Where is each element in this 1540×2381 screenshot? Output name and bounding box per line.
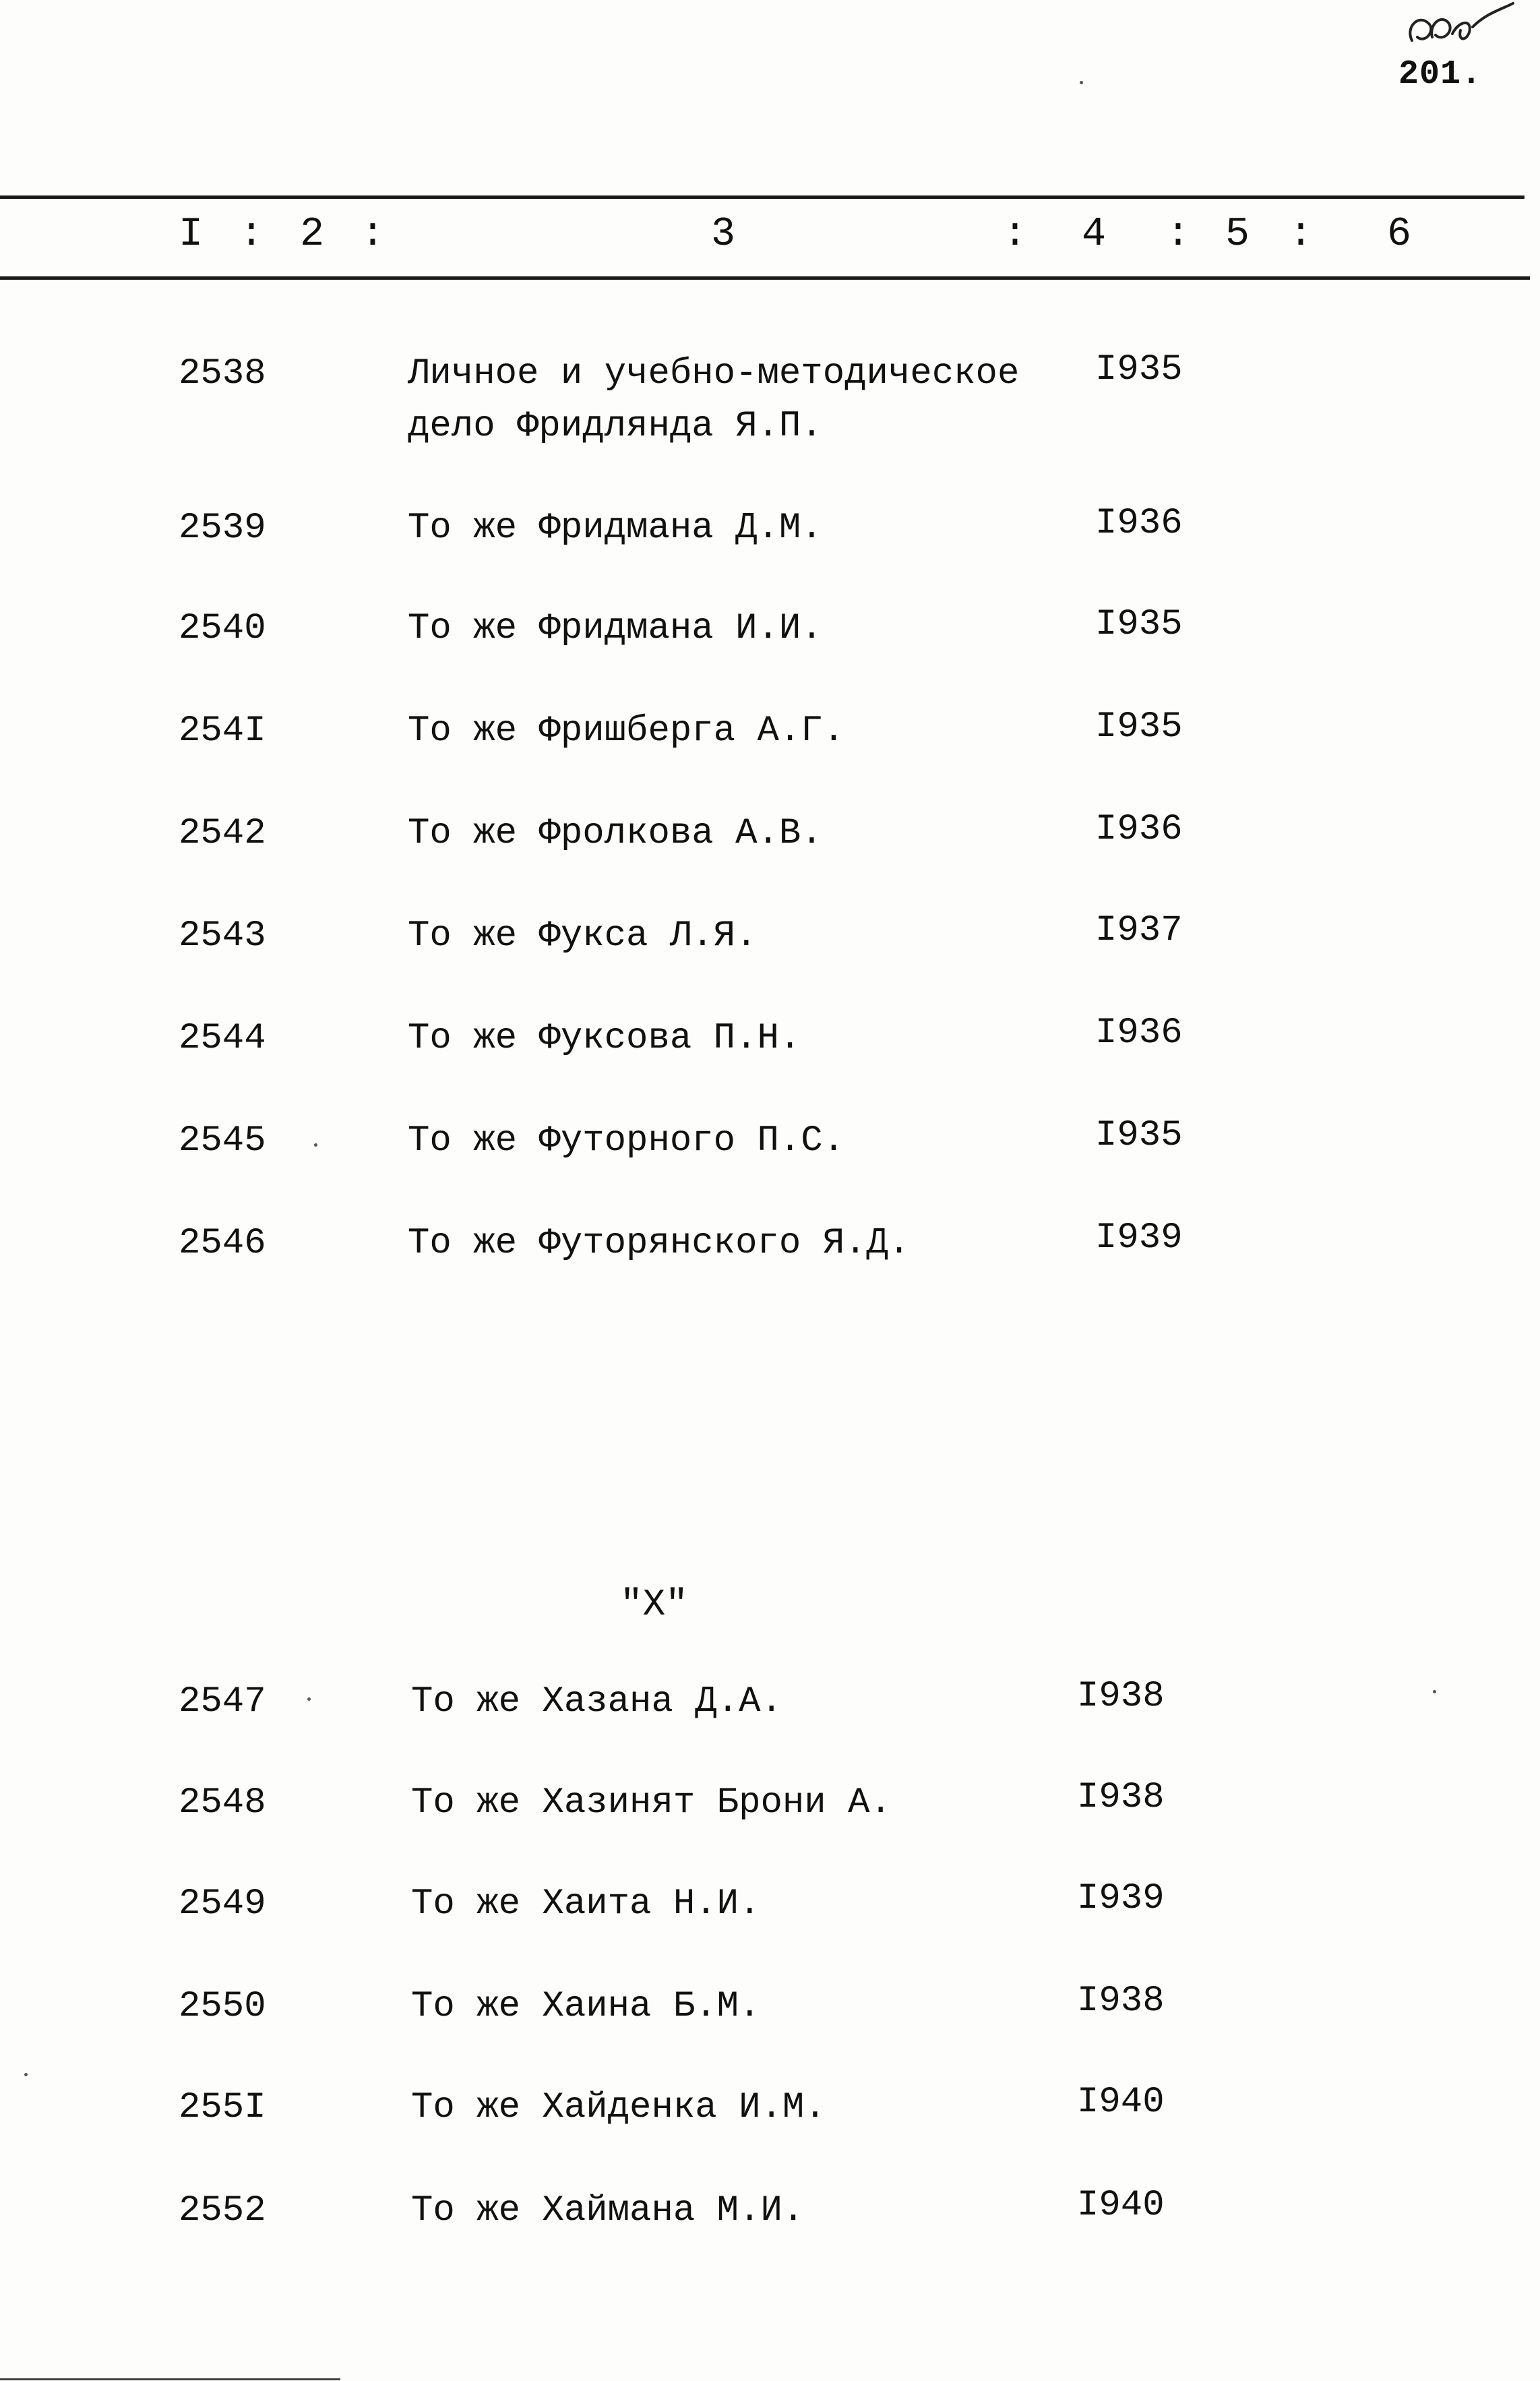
entry-description: То же Фуксова П.Н. <box>408 1018 801 1059</box>
entry-year: I936 <box>1095 809 1183 850</box>
scan-speck <box>1433 1690 1436 1693</box>
entry-year: I936 <box>1095 503 1183 544</box>
entry-year: I935 <box>1095 706 1183 748</box>
entry-number: 254I <box>179 711 266 752</box>
entry-number: 2542 <box>179 813 266 854</box>
scan-speck <box>1080 81 1083 84</box>
section-heading: "Х" <box>620 1583 688 1626</box>
entry-number: 2544 <box>179 1018 266 1059</box>
header-separator: : <box>239 212 264 258</box>
header-bottom-rule <box>0 276 1530 280</box>
header-col-4: 4 <box>1082 212 1107 258</box>
entry-number: 2538 <box>179 353 266 394</box>
entry-year: I939 <box>1077 1878 1165 1919</box>
entry-description: То же Фришберга А.Г. <box>408 711 845 752</box>
entry-year: I939 <box>1095 1217 1183 1259</box>
entry-number: 2543 <box>179 915 266 957</box>
entry-description: То же Хайденка И.М. <box>411 2087 826 2128</box>
entry-year: I935 <box>1095 1115 1183 1156</box>
entry-number: 2549 <box>179 1883 266 1925</box>
entry-year: I938 <box>1077 1777 1165 1818</box>
header-separator: : <box>1166 212 1191 258</box>
header-col-5: 5 <box>1225 212 1250 258</box>
entry-description: То же Фукса Л.Я. <box>408 915 758 957</box>
header-col-1: I <box>179 212 204 258</box>
entry-year: I937 <box>1095 910 1183 951</box>
footer-rule <box>0 2378 340 2380</box>
entry-year: I938 <box>1077 1676 1165 1717</box>
entry-year: I940 <box>1077 2185 1165 2226</box>
scan-speck <box>24 2073 28 2076</box>
entry-description: То же Хазана Д.А. <box>411 1681 782 1722</box>
entry-year: I938 <box>1077 1981 1165 2022</box>
entry-number: 2540 <box>179 608 266 649</box>
entry-number: 2552 <box>179 2190 266 2231</box>
entry-number: 2545 <box>179 1120 266 1162</box>
entry-number: 255I <box>179 2087 266 2128</box>
entry-description: То же Футорянского Я.Д. <box>408 1223 911 1264</box>
entry-description: То же Хаймана М.И. <box>411 2190 805 2231</box>
entry-description: То же Фридмана Д.М. <box>408 508 823 549</box>
entry-number: 2550 <box>179 1986 266 2027</box>
entry-number: 2539 <box>179 508 266 549</box>
entry-description: То же Хаина Б.М. <box>411 1986 761 2027</box>
entry-description: То же Фридмана И.И. <box>408 608 823 649</box>
entry-description: То же Футорного П.С. <box>408 1120 845 1162</box>
header-separator: : <box>361 212 386 258</box>
entry-description: То же Хаита Н.И. <box>411 1883 761 1925</box>
entry-year: I936 <box>1095 1013 1183 1054</box>
entry-year: I935 <box>1095 604 1183 645</box>
entry-description-continued: дело Фридлянда Я.П. <box>408 406 823 447</box>
header-col-3: 3 <box>711 212 736 258</box>
page-number: 201. <box>1398 55 1483 94</box>
entry-description: То же Хазинят Брони А. <box>411 1782 892 1824</box>
header-separator: : <box>1289 212 1314 258</box>
scan-speck <box>307 1697 311 1701</box>
entry-year: I935 <box>1095 349 1183 390</box>
entry-description: То же Фролкова А.В. <box>408 813 823 854</box>
entry-description: Личное и учебно-методическое <box>408 353 1020 394</box>
entry-number: 2546 <box>179 1223 266 1264</box>
scan-speck <box>314 1143 317 1147</box>
header-separator: : <box>1003 212 1028 258</box>
entry-number: 2548 <box>179 1782 266 1824</box>
entry-year: I940 <box>1077 2082 1165 2123</box>
header-col-6: 6 <box>1387 212 1412 258</box>
entry-number: 2547 <box>179 1681 266 1722</box>
header-col-2: 2 <box>300 212 325 258</box>
header-top-rule <box>0 195 1524 199</box>
